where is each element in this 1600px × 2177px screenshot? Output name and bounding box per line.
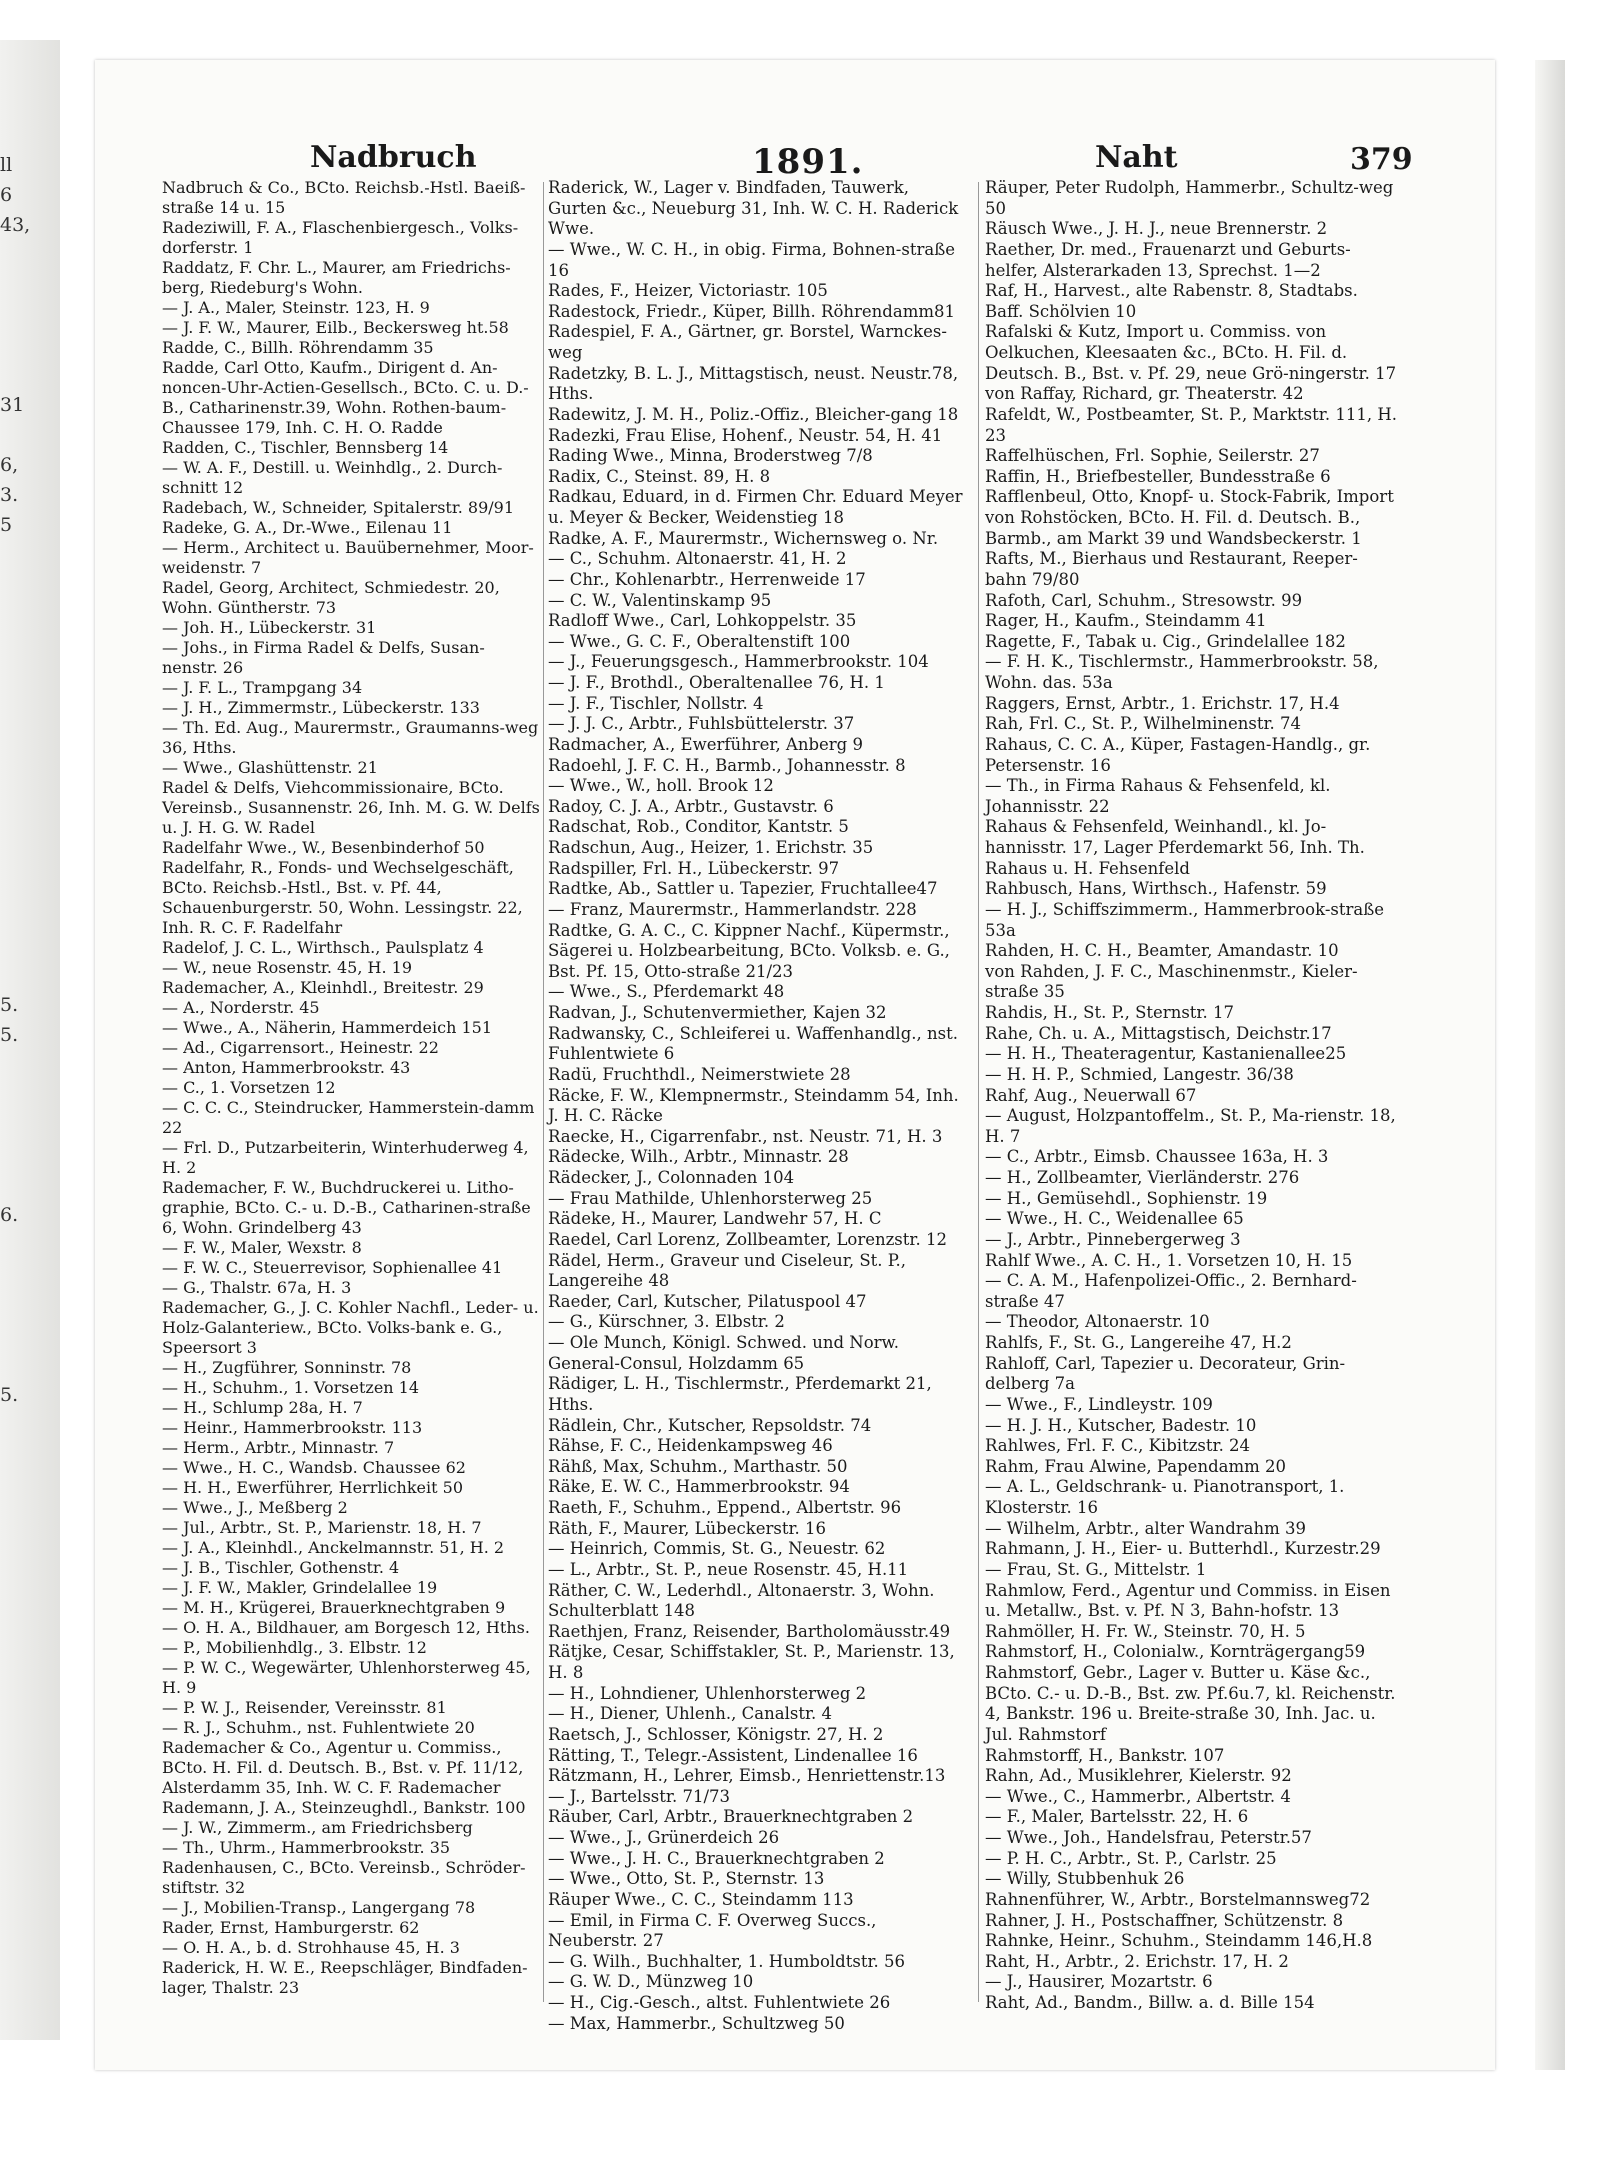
page-number: 379 (1350, 142, 1413, 177)
directory-entry: — F. W. C., Steuerrevisor, Sophienallee 41 (162, 1258, 503, 1277)
directory-entry: — J. F. W., Maurer, Eilb., Beckersweg ht.58 (162, 318, 509, 337)
directory-entry: Rädecke, Wilh., Arbtr., Minnastr. 28 (548, 1147, 849, 1167)
directory-entry: Rahlf Wwe., A. C. H., 1. Vorsetzen 10, H. 15 (985, 1250, 1353, 1270)
directory-entry: Radespiel, F. A., Gärtner, gr. Borstel, Warnckes-weg (548, 322, 947, 362)
directory-entry: — J. F., Brothdl., Oberaltenallee 76, H. 1 (548, 673, 885, 692)
directory-entry: Raderick, W., Lager v. Bindfaden, Tauwerk, Gurten &c., Neueburg 31, Inh. W. C. H. Raderick Wwe. (548, 178, 959, 239)
edge-fragment (0, 690, 40, 720)
directory-entry: — Heinr., Hammerbrookstr. 113 (162, 1418, 423, 1437)
directory-entry: — Wwe., H. C., Weidenallee 65 (985, 1209, 1244, 1229)
directory-entry: Rafflenbeul, Otto, Knopf- u. Stock-Fabrik, Import von Rohstöcken, BCto. H. Fil. d. Deutsch. B., Barmb., am Markt 39 und Wandsbeckerstr. 1 (985, 487, 1394, 548)
edge-fragment: 5. (0, 994, 19, 1016)
directory-entry: — Th. Ed. Aug., Maurermstr., Graumanns-weg 36, Hths. (162, 718, 539, 757)
directory-entry: — C. W., Valentinskamp 95 (548, 590, 772, 610)
edge-fragment: 5. (0, 1024, 19, 1046)
edge-fragment (0, 660, 40, 690)
directory-entry: Raht, H., Arbtr., 2. Erichstr. 17, H. 2 (985, 1951, 1289, 1971)
directory-entry: — Wwe., J. H. C., Brauerknechtgraben 2 (548, 1848, 885, 1868)
directory-entry: — Wwe., Glashüttenstr. 21 (162, 758, 378, 777)
running-head-left: Nadbruch (310, 140, 477, 175)
directory-entry: — J. W., Zimmerm., am Friedrichsberg (162, 1818, 473, 1837)
directory-entry: — Willy, Stubbenhuk 26 (985, 1869, 1185, 1889)
directory-entry: — J., Feuerungsgesch., Hammerbrookstr. 104 (548, 652, 929, 672)
directory-entry: — L., Arbtr., St. P., neue Rosenstr. 45, H.11 (548, 1559, 909, 1579)
directory-entry: Räuper, Peter Rudolph, Hammerbr., Schultz-weg 50 (985, 178, 1394, 218)
directory-entry: — J., Mobilien-Transp., Langergang 78 (162, 1898, 476, 1917)
directory-entry: — F., Maler, Bartelsstr. 22, H. 6 (985, 1807, 1249, 1827)
directory-entry: Radelof, J. C. L., Wirthsch., Paulsplatz 4 (162, 938, 484, 957)
directory-entry: — W., neue Rosenstr. 45, H. 19 (162, 958, 413, 977)
edge-fragment (0, 900, 40, 930)
directory-entry: Radspiller, Frl. H., Lübeckerstr. 97 (548, 858, 840, 878)
directory-entry: Räke, E. W. C., Hammerbrookstr. 94 (548, 1477, 850, 1497)
directory-entry: Rädecker, J., Colonnaden 104 (548, 1168, 795, 1187)
directory-entry: — P. W. C., Wegewärter, Uhlenhorsterweg 45, H. 9 (162, 1658, 531, 1697)
directory-entry: Rahn, Ad., Musiklehrer, Kielerstr. 92 (985, 1766, 1292, 1786)
directory-entry: Rähß, Max, Schuhm., Marthastr. 50 (548, 1456, 848, 1476)
edge-fragment (0, 360, 40, 390)
directory-entry: Räuper Wwe., C. C., Steindamm 113 (548, 1889, 854, 1909)
directory-entry: Rätjke, Cesar, Schiffstakler, St. P., Marienstr. 13, H. 8 (548, 1642, 955, 1682)
edge-fragment: 43, (0, 214, 31, 236)
edge-fragment: 6. (0, 1204, 19, 1226)
directory-entry: — Wwe., S., Pferdemarkt 48 (548, 982, 785, 1002)
directory-entry: — Wwe., G. C. F., Oberaltenstift 100 (548, 631, 851, 651)
directory-entry: Rademann, J. A., Steinzeughdl., Bankstr. 100 (162, 1798, 526, 1817)
directory-entry: — F. H. K., Tischlermstr., Hammerbrookstr. 58, Wohn. das. 53a (985, 652, 1379, 692)
directory-entry: Räther, C. W., Lederhdl., Altonaerstr. 3, Wohn. Schulterblatt 148 (548, 1580, 935, 1621)
edge-fragment (0, 1260, 40, 1290)
directory-entry: Rahmstorf, H., Colonialw., Kornträgergang59 (985, 1642, 1366, 1662)
edge-fragment (0, 270, 40, 300)
edge-fragment (0, 870, 40, 900)
directory-entry: Raderick, H. W. E., Reepschläger, Bindfaden-lager, Thalstr. 23 (162, 1958, 528, 1997)
directory-entry: Raedel, Carl Lorenz, Zollbeamter, Lorenzstr. 12 (548, 1229, 947, 1249)
directory-entry: Rahmstorff, H., Bankstr. 107 (985, 1745, 1225, 1765)
directory-entry: Radebach, W., Schneider, Spitalerstr. 89/91 (162, 498, 515, 517)
directory-entry: Radvan, J., Schutenvermiether, Kajen 32 (548, 1003, 887, 1022)
edge-fragment: 3. (0, 484, 19, 506)
directory-entry: Radwansky, C., Schleiferei u. Waffenhandlg., nst. Fuhlentwiete 6 (548, 1023, 958, 1064)
directory-entry: Räusch Wwe., J. H. J., neue Brennerstr. 2 (985, 219, 1328, 239)
directory-entry: — J., Bartelsstr. 71/73 (548, 1786, 731, 1806)
edge-fragment (0, 720, 40, 750)
directory-entry: — Emil, in Firma C. F. Overweg Succs., Neuberstr. 27 (548, 1910, 877, 1951)
directory-entry: Rädeke, H., Maurer, Landwehr 57, H. C (548, 1209, 882, 1229)
directory-entry: Räth, F., Maurer, Lübeckerstr. 16 (548, 1518, 827, 1538)
directory-entry: — W. A. F., Destill. u. Weinhdlg., 2. Durch-schnitt 12 (162, 458, 503, 497)
directory-entry: — Joh. H., Lübeckerstr. 31 (162, 618, 377, 637)
directory-entry: — Chr., Kohlenarbtr., Herrenweide 17 (548, 569, 866, 589)
directory-entry: — Wwe., J., Meßberg 2 (162, 1498, 348, 1517)
directory-entry: — A., Norderstr. 45 (162, 998, 320, 1017)
directory-entry: Rädlein, Chr., Kutscher, Repsoldstr. 74 (548, 1415, 872, 1435)
directory-entry: — Wwe., H. C., Wandsb. Chaussee 62 (162, 1458, 466, 1477)
edge-fragment (0, 750, 40, 780)
edge-fragment (0, 1050, 40, 1080)
directory-entry: — J. A., Maler, Steinstr. 123, H. 9 (162, 298, 430, 317)
directory-entry: Radeke, G. A., Dr.-Wwe., Eilenau 11 (162, 518, 453, 537)
edge-fragment (0, 240, 40, 270)
directory-entry: — Th., in Firma Rahaus & Fehsenfeld, kl. Johannisstr. 22 (985, 776, 1331, 816)
directory-entry: — H. H., Ewerführer, Herrlichkeit 50 (162, 1478, 463, 1497)
directory-entry: — Ole Munch, Königl. Schwed. und Norw. General-Consul, Holzdamm 65 (548, 1333, 899, 1373)
directory-entry: Räcke, F. W., Klempnermstr., Steindamm 54, Inh. J. H. C. Räcke (548, 1085, 959, 1126)
directory-entry: Rademacher, F. W., Buchdruckerei u. Litho-graphie, BCto. C.- u. D.-B., Catharinen-straße 6, Wohn. Grindelberg 43 (162, 1178, 531, 1237)
directory-entry: Radschat, Rob., Conditor, Kantstr. 5 (548, 817, 849, 837)
directory-entry: Radschun, Aug., Heizer, 1. Erichstr. 35 (548, 838, 874, 857)
directory-entry: — Wwe., A., Näherin, Hammerdeich 151 (162, 1018, 492, 1037)
directory-entry: — G., Kürschner, 3. Elbstr. 2 (548, 1312, 785, 1332)
directory-entry: — J. A., Kleinhdl., Anckelmannstr. 51, H. 2 (162, 1538, 505, 1557)
edge-fragment (0, 630, 40, 660)
directory-entry: Rahner, J. H., Postschaffner, Schützenstr. 8 (985, 1910, 1344, 1930)
directory-entry: — August, Holzpantoffelm., St. P., Ma-rienstr. 18, H. 7 (985, 1106, 1396, 1146)
directory-entry: — Wwe., C., Hammerbr., Albertstr. 4 (985, 1786, 1291, 1806)
edge-fragment (0, 420, 40, 450)
directory-entry: Rader, Ernst, Hamburgerstr. 62 (162, 1918, 420, 1937)
edge-fragment (0, 1290, 40, 1320)
directory-entry: Radoy, C. J. A., Arbtr., Gustavstr. 6 (548, 796, 834, 816)
edge-fragment (0, 780, 40, 810)
directory-entry: Rademacher, A., Kleinhdl., Breitestr. 29 (162, 978, 484, 997)
directory-entry: — J. F. L., Trampgang 34 (162, 678, 363, 697)
directory-entry: — H., Zollbeamter, Vierländerstr. 276 (985, 1168, 1300, 1187)
edge-fragment (0, 540, 40, 570)
directory-entry: Rager, H., Kaufm., Steindamm 41 (985, 611, 1267, 631)
edge-fragment: 5 (0, 514, 13, 536)
page-edge-shadow (1535, 60, 1565, 2070)
directory-entry: Rahnenführer, W., Arbtr., Borstelmannsweg72 (985, 1889, 1371, 1909)
directory-entry: — H., Gemüsehdl., Sophienstr. 19 (985, 1188, 1268, 1208)
directory-entry: — A. L., Geldschrank- u. Pianotransport, 1. Klosterstr. 16 (985, 1477, 1345, 1517)
directory-entry: — O. H. A., b. d. Strohhause 45, H. 3 (162, 1938, 460, 1957)
directory-entry: — H., Diener, Uhlenh., Canalstr. 4 (548, 1704, 833, 1724)
directory-entry: — J., Hausirer, Mozartstr. 6 (985, 1972, 1213, 1992)
directory-entry: von Raffay, Richard, gr. Theaterstr. 42 (985, 384, 1304, 404)
directory-entry: — H., Schuhm., 1. Vorsetzen 14 (162, 1378, 420, 1397)
directory-entry: Rädiger, L. H., Tischlermstr., Pferdemarkt 21, Hths. (548, 1374, 932, 1414)
directory-entry: — Wwe., Joh., Handelsfrau, Peterstr.57 (985, 1828, 1312, 1847)
directory-entry: — J., Arbtr., Pinnebergerweg 3 (985, 1229, 1241, 1249)
directory-entry: Raggers, Ernst, Arbtr., 1. Erichstr. 17, H.4 (985, 693, 1340, 713)
directory-entry: — P., Mobilienhdlg., 3. Elbstr. 12 (162, 1638, 427, 1657)
running-head-year: 1891. (752, 142, 864, 182)
directory-entry: Radeziwill, F. A., Flaschenbiergesch., Volks-dorferstr. 1 (162, 218, 519, 257)
facing-page-edge-text (0, 150, 40, 1410)
directory-entry: Rahmstorf, Gebr., Lager v. Butter u. Käse &c., BCto. C.- u. D.-B., Bst. zw. Pf.6u.7, kl. Reichenstr. 4, Bankstr. 196 u. Breite-straße 30, Inh. Jac. u. Jul. Rahmstorf (985, 1663, 1396, 1744)
directory-entry: Radezki, Frau Elise, Hohenf., Neustr. 54, H. 41 (548, 425, 943, 445)
directory-entry: Räuber, Carl, Arbtr., Brauerknechtgraben 2 (548, 1807, 914, 1827)
directory-entry: Rahden, H. C. H., Beamter, Amandastr. 10 (985, 941, 1339, 961)
directory-entry: Rafoth, Carl, Schuhm., Stresowstr. 99 (985, 590, 1303, 610)
directory-entry: Raht, Ad., Bandm., Billw. a. d. Bille 154 (985, 1993, 1315, 2012)
directory-entry: Raeder, Carl, Kutscher, Pilatuspool 47 (548, 1291, 867, 1311)
directory-entry: — P. H. C., Arbtr., St. P., Carlstr. 25 (985, 1848, 1277, 1868)
page-header (160, 140, 1413, 182)
directory-entry: — Wilhelm, Arbtr., alter Wandrahm 39 (985, 1518, 1307, 1538)
directory-entry: — O. H. A., Bildhauer, am Borgesch 12, Hths. (162, 1618, 530, 1637)
directory-entry: — Wwe., Otto, St. P., Sternstr. 13 (548, 1869, 825, 1889)
edge-fragment: 31 (0, 394, 25, 416)
directory-entry: — Franz, Maurermstr., Hammerlandstr. 228 (548, 899, 917, 919)
directory-entry: Radkau, Eduard, in d. Firmen Chr. Eduard Meyer u. Meyer & Becker, Weidenstieg 18 (548, 487, 963, 527)
directory-entry: Radel, Georg, Architect, Schmiedestr. 20, Wohn. Güntherstr. 73 (162, 578, 500, 617)
directory-entry: — Heinrich, Commis, St. G., Neuestr. 62 (548, 1539, 886, 1559)
edge-fragment (0, 1230, 40, 1260)
directory-entry: — H. H., Theateragentur, Kastanienallee25 (985, 1044, 1347, 1064)
directory-entry: Rahm, Frau Alwine, Papendamm 20 (985, 1456, 1287, 1476)
directory-entry: — J. H., Zimmermstr., Lübeckerstr. 133 (162, 698, 480, 717)
directory-entry: — Frl. D., Putzarbeiterin, Winterhuderweg 4, H. 2 (162, 1138, 529, 1177)
directory-entry: Rades, F., Heizer, Victoriastr. 105 (548, 281, 828, 301)
directory-entry: Nadbruch & Co., BCto. Reichsb.-Hstl. Baeiß-straße 14 u. 15 (162, 178, 526, 217)
directory-entry: Rahnke, Heinr., Schuhm., Steindamm 146,H.8 (985, 1931, 1373, 1951)
directory-entry: Rademacher & Co., Agentur u. Commiss., BCto. H. Fil. d. Deutsch. B., Bst. v. Pf. 11/12, Alsterdamm 35, Inh. W. C. F. Rademacher (162, 1738, 524, 1797)
directory-entry: Rafeldt, W., Postbeamter, St. P., Marktstr. 111, H. 23 (985, 404, 1397, 445)
directory-entry: Radestock, Friedr., Küper, Billh. Röhrendamm81 (548, 301, 955, 321)
directory-entry: — M. H., Krügerei, Brauerknechtgraben 9 (162, 1598, 506, 1617)
directory-entry: Raf, H., Harvest., alte Rabenstr. 8, Stadtabs. Baff. Schölvien 10 (985, 281, 1358, 321)
edge-fragment (0, 1140, 40, 1170)
directory-entry: Rafts, M., Bierhaus und Restaurant, Reeper-bahn 79/80 (985, 549, 1358, 589)
directory-entry: — Wwe., W., holl. Brook 12 (548, 776, 774, 796)
directory-entry: von Rahden, J. F. C., Maschinenmstr., Kieler-straße 35 (985, 961, 1358, 1002)
directory-entry: Radde, Carl Otto, Kaufm., Dirigent d. An-noncen-Uhr-Actien-Gesellsch., BCto. C. u. D.-B., Catharinenstr.39, Wohn. Rothen-baum-Chaussee 179, Inh. C. H. O. Radde (162, 358, 529, 437)
directory-entry: — P. W. J., Reisender, Vereinsstr. 81 (162, 1698, 447, 1717)
directory-entry: — Herm., Arbtr., Minnastr. 7 (162, 1438, 395, 1457)
directory-entry: — Johs., in Firma Radel & Delfs, Susan-nenstr. 26 (162, 638, 485, 677)
directory-entry: Radmacher, A., Ewerführer, Anberg 9 (548, 734, 863, 754)
directory-entry: Raddatz, F. Chr. L., Maurer, am Friedrichs-berg, Riedeburg's Wohn. (162, 258, 511, 297)
edge-fragment (0, 330, 40, 360)
directory-entry: — Wwe., J., Grünerdeich 26 (548, 1828, 780, 1847)
directory-entry: Raether, Dr. med., Frauenarzt und Geburts-helfer, Alsterarkaden 13, Sprechst. 1—2 (985, 239, 1351, 280)
directory-entry: Rahmann, J. H., Eier- u. Butterhdl., Kurzestr.29 (985, 1539, 1381, 1559)
directory-entry: — H., Lohndiener, Uhlenhorsterweg 2 (548, 1683, 867, 1703)
directory-entry: Rahloff, Carl, Tapezier u. Decorateur, Grin-delberg 7a (985, 1353, 1346, 1394)
directory-entry: — Wwe., F., Lindleystr. 109 (985, 1394, 1213, 1414)
directory-entry: Rahbusch, Hans, Wirthsch., Hafenstr. 59 (985, 879, 1327, 899)
edge-fragment (0, 960, 40, 990)
edge-fragment: 6, (0, 454, 19, 476)
directory-entry: — Jul., Arbtr., St. P., Marienstr. 18, H. 7 (162, 1518, 482, 1537)
directory-entry: — C. C. C., Steindrucker, Hammerstein-damm 22 (162, 1098, 535, 1137)
directory-entry: Rahmlow, Ferd., Agentur und Commiss. in Eisen u. Metallw., Bst. v. Pf. N 3, Bahn-hofstr. 13 (985, 1580, 1391, 1621)
edge-fragment: 6 (0, 184, 13, 206)
directory-entry: — Wwe., W. C. H., in obig. Firma, Bohnen-straße 16 (548, 239, 955, 280)
directory-entry: — Theodor, Altonaerstr. 10 (985, 1312, 1210, 1332)
directory-entry: Radewitz, J. M. H., Poliz.-Offiz., Bleicher-gang 18 (548, 404, 959, 424)
directory-entry: Raeth, F., Schuhm., Eppend., Albertstr. 96 (548, 1498, 902, 1517)
directory-entry: Rahlwes, Frl. F. C., Kibitzstr. 24 (985, 1436, 1251, 1456)
directory-column-1 (162, 178, 540, 1998)
directory-entry: Rafalski & Kutz, Import u. Commiss. von Oelkuchen, Kleesaaten &c., BCto. H. Fil. d. Deutsch. B., Bst. v. Pf. 29, neue Grö-ningerstr. 17 (985, 322, 1397, 383)
directory-entry: Rahf, Aug., Neuerwall 67 (985, 1085, 1197, 1105)
edge-fragment (0, 1170, 40, 1200)
directory-entry: Rähse, F. C., Heidenkampsweg 46 (548, 1436, 833, 1456)
directory-column-3 (985, 178, 1397, 2014)
directory-entry: Raetsch, J., Schlosser, Königstr. 27, H. 2 (548, 1724, 884, 1744)
directory-entry: Radtke, Ab., Sattler u. Tapezier, Fruchtallee47 (548, 879, 938, 899)
directory-entry: Radenhausen, C., BCto. Vereinsb., Schröder-stiftstr. 32 (162, 1858, 526, 1897)
edge-fragment (0, 570, 40, 600)
edge-fragment (0, 1110, 40, 1140)
directory-entry: Rademacher, G., J. C. Kohler Nachfl., Leder- u. Holz-Galanteriew., BCto. Volks-bank e. G., Speersort 3 (162, 1298, 539, 1357)
directory-entry: Radü, Fruchthdl., Neimerstwiete 28 (548, 1064, 851, 1084)
directory-entry: — Max, Hammerbr., Schultzweg 50 (548, 2013, 845, 2033)
directory-entry: — C. A. M., Hafenpolizei-Offic., 2. Bernhard-straße 47 (985, 1271, 1357, 1311)
edge-fragment: 5. (0, 1384, 19, 1406)
directory-entry: Radde, C., Billh. Röhrendamm 35 (162, 338, 434, 357)
edge-fragment (0, 1080, 40, 1110)
directory-entry: — Th., Uhrm., Hammerbrookstr. 35 (162, 1838, 451, 1857)
directory-entry: — G., Thalstr. 67a, H. 3 (162, 1278, 352, 1297)
directory-entry: — G. Wilh., Buchhalter, 1. Humboldtstr. 56 (548, 1951, 906, 1971)
directory-entry: Rädel, Herm., Graveur und Ciseleur, St. P., Langereihe 48 (548, 1250, 907, 1291)
directory-entry: Radelfahr, R., Fonds- und Wechselgeschäft, BCto. Reichsb.-Hstl., Bst. v. Pf. 44, Schauenburgerstr. 50, Wohn. Lessingstr. 22, Inh. R. C. F. Radelfahr (162, 858, 523, 937)
edge-fragment (0, 840, 40, 870)
directory-entry: Raethjen, Franz, Reisender, Bartholomäusstr.49 (548, 1621, 951, 1641)
directory-entry: Raffin, H., Briefbesteller, Bundesstraße 6 (985, 466, 1331, 486)
directory-entry: Raecke, H., Cigarrenfabr., nst. Neustr. 71, H. 3 (548, 1126, 943, 1146)
edge-fragment (0, 930, 40, 960)
directory-entry: — C., Arbtr., Eimsb. Chaussee 163a, H. 3 (985, 1147, 1329, 1167)
directory-entry: — R. J., Schuhm., nst. Fuhlentwiete 20 (162, 1718, 475, 1737)
directory-entry: — J. J. C., Arbtr., Fuhlsbüttelerstr. 37 (548, 714, 855, 734)
edge-fragment (0, 1350, 40, 1380)
directory-entry: Radtke, G. A. C., C. Kippner Nachf., Küpermstr., Sägerei u. Holzbearbeitung, BCto. Volksb. e. G., Bst. Pf. 15, Otto-straße 21/23 (548, 920, 950, 981)
directory-entry: Radoehl, J. F. C. H., Barmb., Johannesstr. 8 (548, 755, 906, 775)
directory-entry: — F. W., Maler, Wexstr. 8 (162, 1238, 362, 1257)
edge-fragment (0, 300, 40, 330)
edge-fragment (0, 810, 40, 840)
directory-entry: Rah, Frl. C., St. P., Wilhelminenstr. 74 (985, 714, 1302, 734)
directory-entry: — C., 1. Vorsetzen 12 (162, 1078, 336, 1097)
directory-entry: Rätting, T., Telegr.-Assistent, Lindenallee 16 (548, 1745, 918, 1765)
edge-fragment (0, 1320, 40, 1350)
directory-entry: — Anton, Hammerbrookstr. 43 (162, 1058, 411, 1077)
directory-entry: Radden, C., Tischler, Bennsberg 14 (162, 438, 449, 457)
directory-entry: — Herm., Architect u. Bauübernehmer, Moor-weidenstr. 7 (162, 538, 534, 577)
directory-entry: — H., Schlump 28a, H. 7 (162, 1398, 363, 1417)
directory-entry: Rahlfs, F., St. G., Langereihe 47, H.2 (985, 1333, 1292, 1352)
directory-entry: Rahmöller, H. Fr. W., Steinstr. 70, H. 5 (985, 1621, 1306, 1641)
directory-entry: — Frau Mathilde, Uhlenhorsterweg 25 (548, 1188, 873, 1208)
edge-fragment (0, 600, 40, 630)
running-head-right: Naht (1095, 140, 1178, 175)
directory-column-2 (548, 178, 970, 2034)
directory-entry: — J. F., Tischler, Nollstr. 4 (548, 693, 764, 713)
directory-entry: — G. W. D., Münzweg 10 (548, 1972, 754, 1992)
column-divider (978, 182, 979, 2002)
directory-entry: Radke, A. F., Maurermstr., Wichernsweg o. Nr. (548, 528, 939, 548)
directory-entry: Radelfahr Wwe., W., Besenbinderhof 50 (162, 838, 485, 857)
directory-entry: — J. B., Tischler, Gothenstr. 4 (162, 1558, 400, 1577)
directory-entry: Rätzmann, H., Lehrer, Eimsb., Henriettenstr.13 (548, 1766, 946, 1786)
directory-entry: Rahaus, C. C. A., Küper, Fastagen-Handlg., gr. Petersenstr. 16 (985, 734, 1371, 775)
directory-entry: — H., Cig.-Gesch., altst. Fuhlentwiete 26 (548, 1993, 891, 2012)
directory-entry: Radetzky, B. L. J., Mittagstisch, neust. Neustr.78, Hths. (548, 363, 959, 404)
directory-entry: — H., Zugführer, Sonninstr. 78 (162, 1358, 412, 1377)
edge-fragment: ll (0, 154, 13, 176)
directory-entry: — H. J. H., Kutscher, Badestr. 10 (985, 1415, 1257, 1435)
directory-entry: Ragette, F., Tabak u. Cig., Grindelallee 182 (985, 631, 1346, 651)
directory-entry: Rading Wwe., Minna, Broderstweg 7/8 (548, 446, 873, 466)
directory-entry: Rahdis, H., St. P., Sternstr. 17 (985, 1003, 1234, 1022)
column-divider (543, 182, 544, 2002)
directory-entry: — H. J., Schiffszimmerm., Hammerbrook-straße 53a (985, 899, 1385, 940)
directory-entry: Rahaus & Fehsenfeld, Weinhandl., kl. Jo-hannisstr. 17, Lager Pferdemarkt 56, Inh. Th. Rahaus u. H. Fehsenfeld (985, 817, 1365, 878)
directory-entry: Raffelhüschen, Frl. Sophie, Seilerstr. 27 (985, 446, 1320, 466)
directory-entry: — H. H. P., Schmied, Langestr. 36/38 (985, 1064, 1294, 1084)
directory-entry: Radix, C., Steinst. 89, H. 8 (548, 466, 771, 486)
directory-entry: — J. F. W., Makler, Grindelallee 19 (162, 1578, 438, 1597)
directory-entry: — C., Schuhm. Altonaerstr. 41, H. 2 (548, 549, 847, 569)
directory-entry: Rahe, Ch. u. A., Mittagstisch, Deichstr.17 (985, 1023, 1332, 1043)
directory-entry: Radloff Wwe., Carl, Lohkoppelstr. 35 (548, 611, 857, 631)
directory-entry: — Frau, St. G., Mittelstr. 1 (985, 1559, 1207, 1579)
directory-entry: Radel & Delfs, Viehcommissionaire, BCto. Vereinsb., Susannenstr. 26, Inh. M. G. W. Delfs u. J. H. G. W. Radel (162, 778, 540, 837)
directory-entry: — Ad., Cigarrensort., Heinestr. 22 (162, 1038, 439, 1057)
